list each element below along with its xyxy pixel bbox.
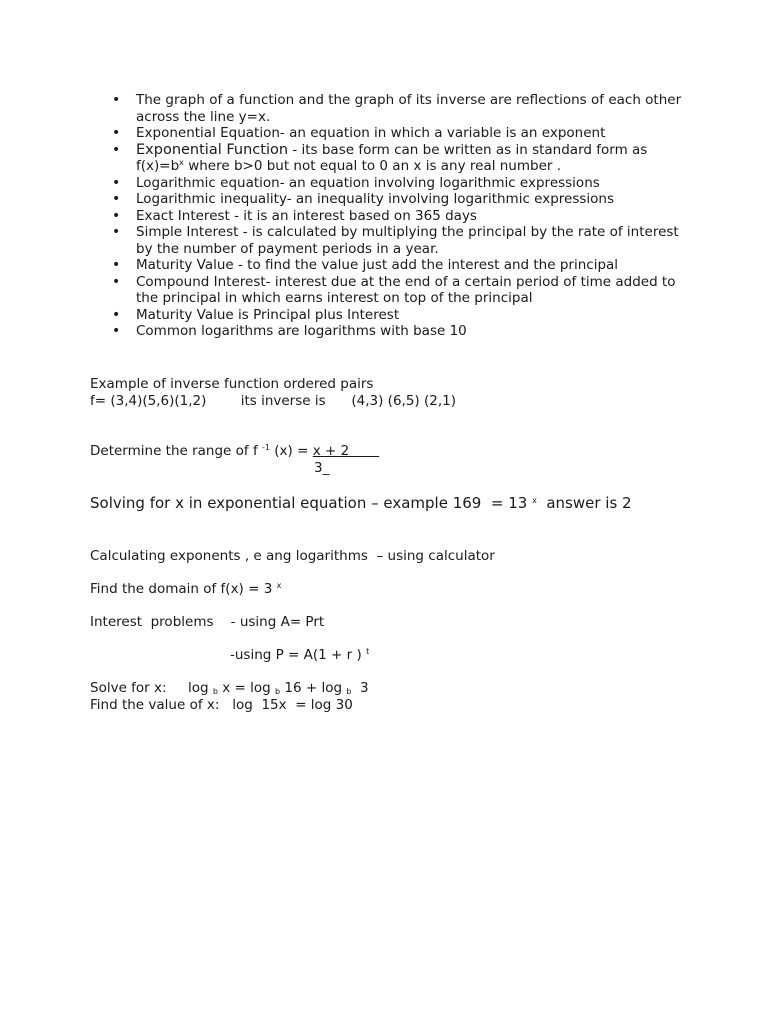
inverse-example-pairs: f= (3,4)(5,6)(1,2) its inverse is (4,3) (6,5) (2,1) <box>90 393 456 409</box>
bullet-icon: • <box>112 207 121 224</box>
list-item: • Common logarithms are logarithms with base 10 <box>112 323 467 339</box>
fraction-denominator: 3_ <box>314 460 330 476</box>
bullet-icon: • <box>112 92 121 108</box>
list-item: • Maturity Value is Principal plus Interest <box>112 306 400 323</box>
list-item: • Exponential Function - its base form can be written as in standard form as $f(x)=b^x$ where b>0 but not equal to 0 an x is any real number . <box>112 141 648 174</box>
bullet-icon: • <box>112 141 121 158</box>
range-problem: Determine the range of f $^{-1}$ (x) = x + 2 <box>90 443 380 459</box>
domain-problem: Find the domain of f(x) = 3 $^x$ <box>90 581 282 597</box>
compound-formula: -using P = A(1 + r ) $^t$ <box>230 647 370 663</box>
solve-log-problem: Solve for x: log $_b$ x = log $_b$ 16 + log $_b$ 3 <box>90 680 369 696</box>
calculating-line: Calculating exponents , e ang logarithms – using calculator <box>90 548 495 564</box>
solving-example: Solving for x in exponential equation – example 169 = 13 $^x$ answer is 2 <box>90 494 632 512</box>
bullet-icon: • <box>112 306 121 323</box>
bullet-icon: • <box>112 323 121 339</box>
bullet-icon: • <box>112 191 121 207</box>
definitions-list <box>112 92 682 340</box>
list-item: • Simple Interest - is calculated by multiplying the principal by the rate of interest by the number of payment periods in a year. <box>112 224 679 257</box>
bullet-icon: • <box>112 174 121 191</box>
list-item: • Compound Interest- interest due at the end of a certain period of time added to the principal in which earns interest on top of the principal <box>112 273 676 306</box>
find-value-problem: Find the value of x: log 15x = log 30 <box>90 697 353 713</box>
bullet-icon: • <box>112 224 121 240</box>
bullet-icon: • <box>112 273 121 290</box>
list-item: • Maturity Value - to find the value just add the interest and the principal <box>112 257 619 273</box>
list-item: • Exact Interest - it is an interest based on 365 days <box>112 207 477 224</box>
list-item: • Logarithmic equation- an equation involving logarithmic expressions <box>112 174 600 191</box>
inverse-example-heading: Example of inverse function ordered pairs <box>90 376 374 392</box>
list-item: • The graph of a function and the graph of its inverse are reflections of each other across the line y=x. <box>112 92 682 125</box>
interest-problems: Interest problems - using A= Prt <box>90 614 325 630</box>
fraction-numerator: x + 2 <box>312 443 380 459</box>
list-item: • Exponential Equation- an equation in which a variable is an exponent <box>112 125 606 141</box>
list-item: • Logarithmic inequality- an inequality involving logarithmic expressions <box>112 191 615 207</box>
bullet-icon: • <box>112 125 121 141</box>
bullet-icon: • <box>112 257 121 273</box>
